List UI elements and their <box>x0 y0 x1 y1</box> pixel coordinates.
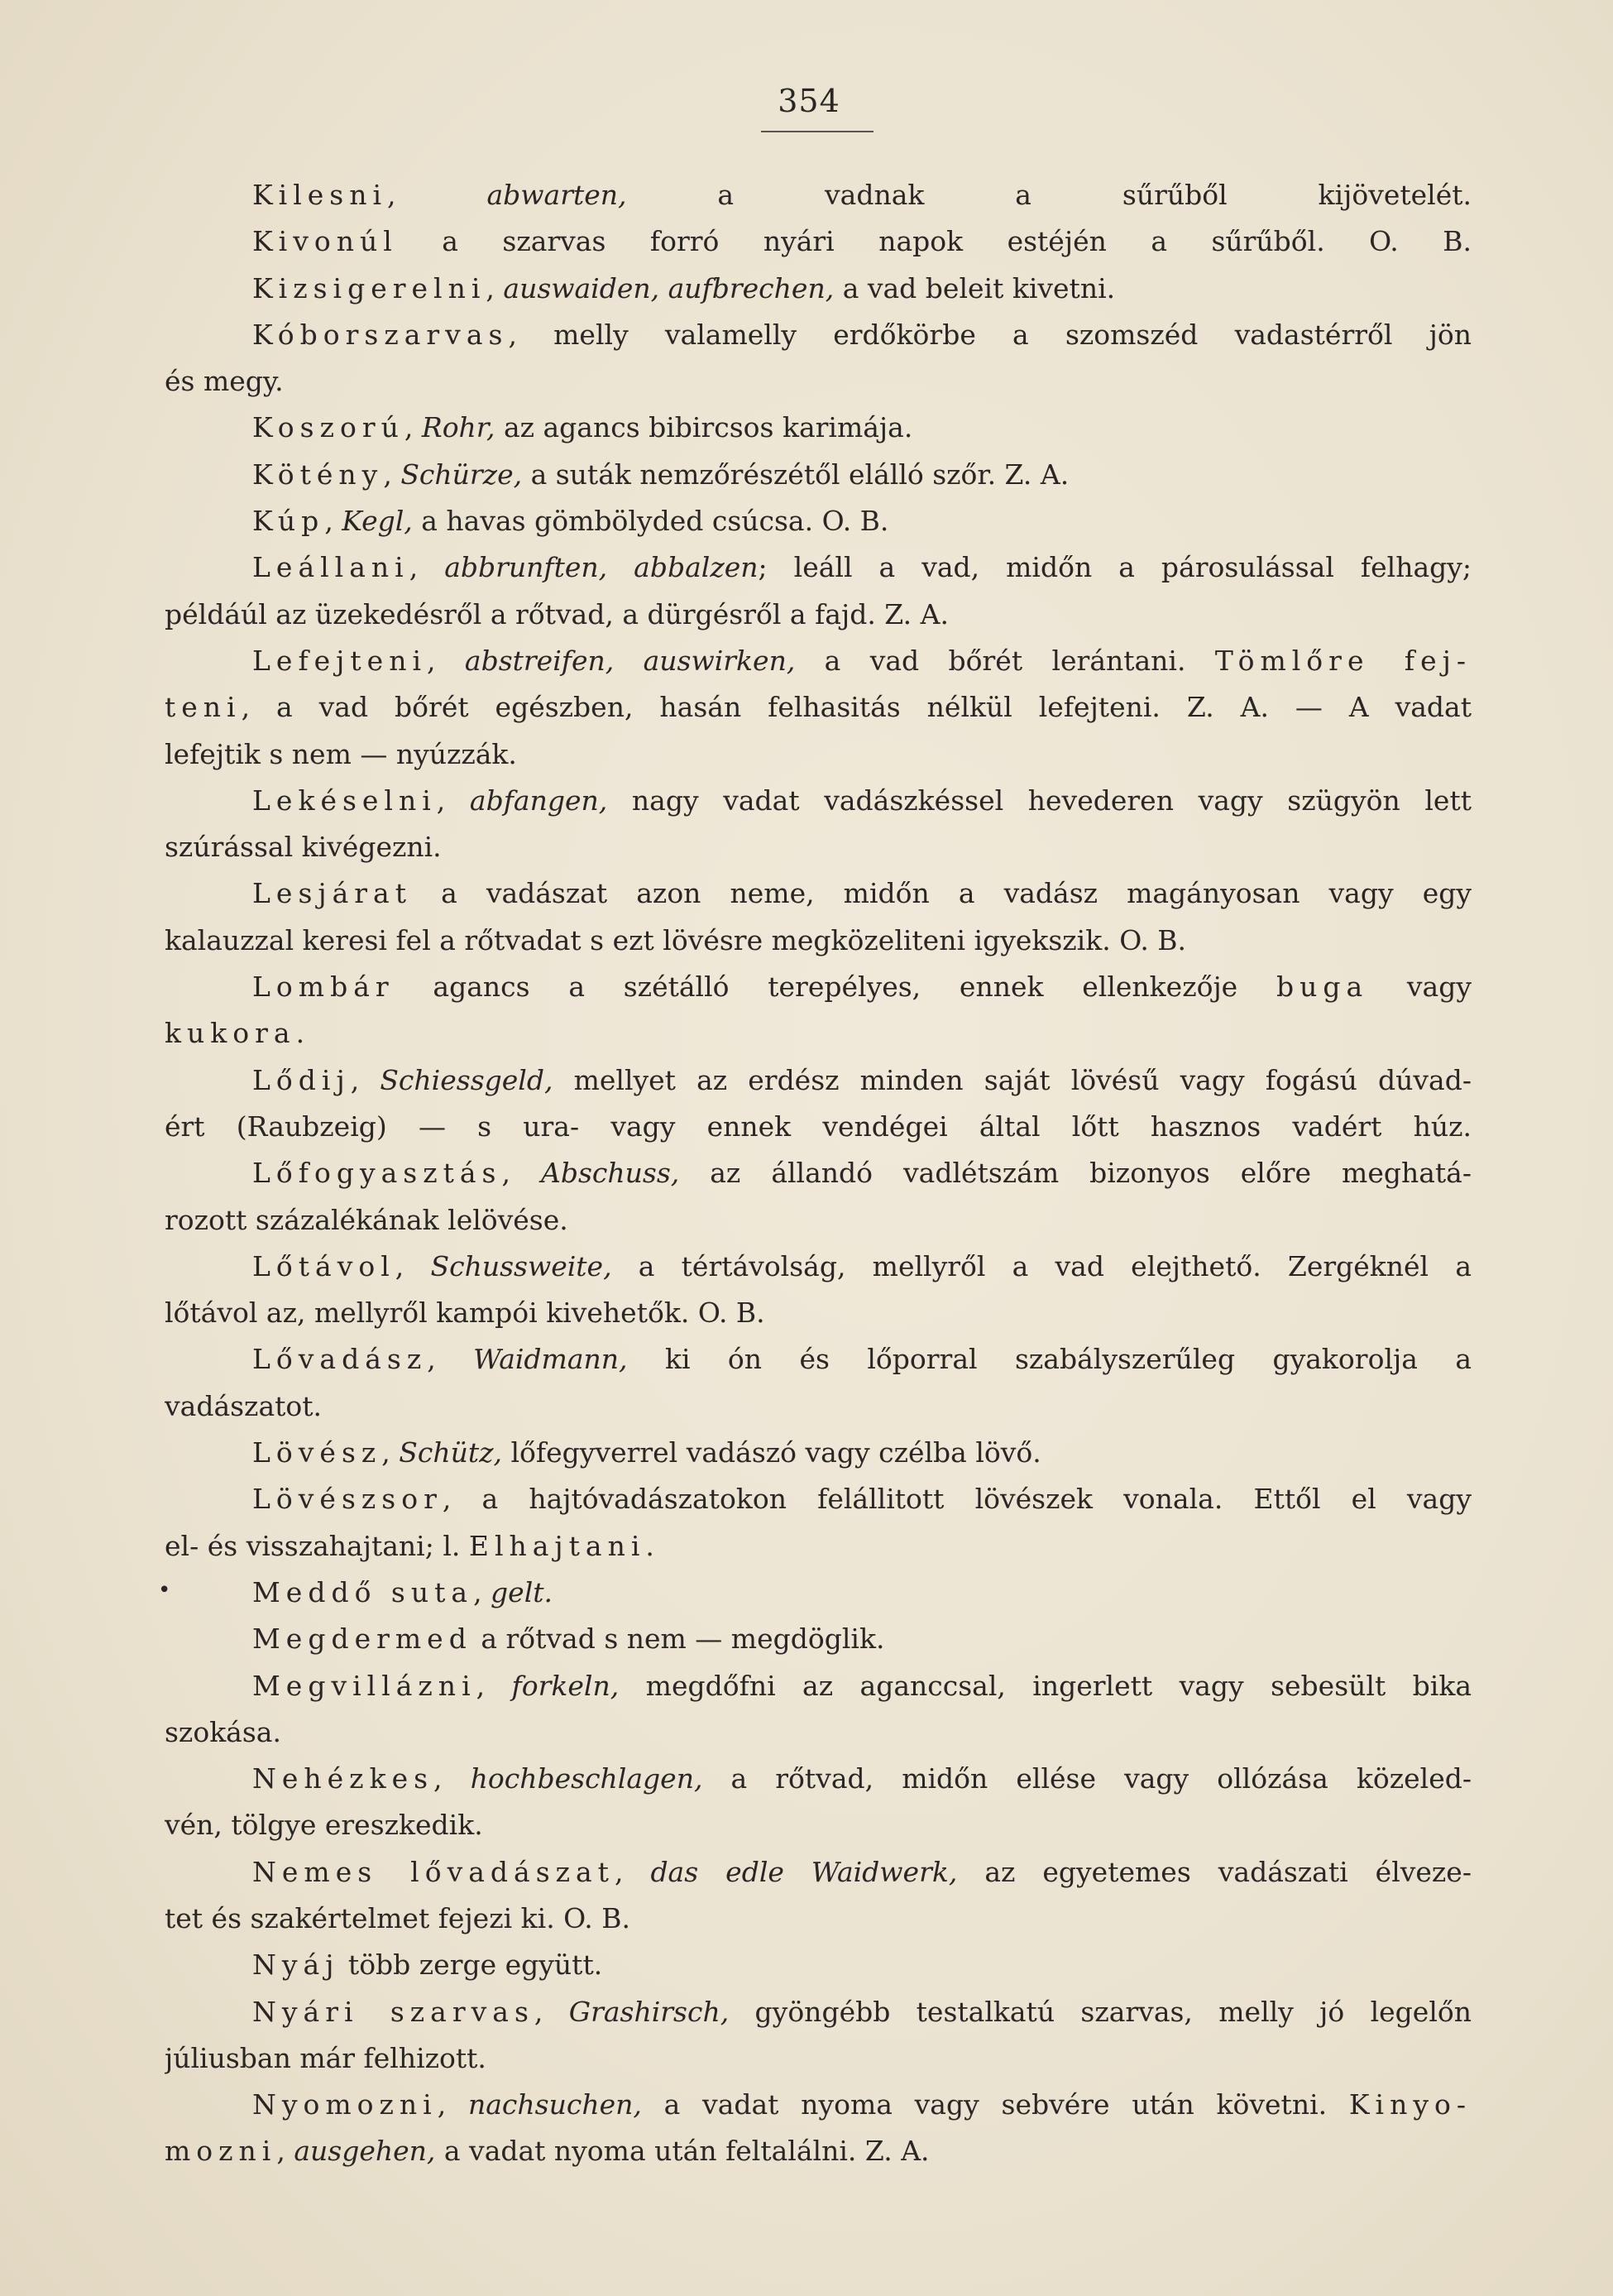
definition-text: a vad beleit kivetni. <box>834 271 1116 304</box>
text-line <box>165 918 1472 964</box>
definition-text: , <box>404 411 422 444</box>
german-term: forkeln, <box>511 1669 620 1702</box>
headword: Lőtávol <box>252 1249 395 1282</box>
definition-text: az egyetemes vadászati élveze- <box>957 1855 1472 1888</box>
definition-text: a vadat nyoma után feltalálni. Z. A. <box>435 2135 930 2168</box>
text-line <box>165 1802 1472 1848</box>
definition-text: a rőtvad s nem — megdöglik. <box>471 1623 885 1656</box>
german-term: nachsuchen, <box>468 2088 642 2121</box>
text-line <box>165 1244 1472 1290</box>
text-line <box>165 1663 1472 1709</box>
text-line <box>165 2128 1472 2174</box>
headword: Lombár <box>252 971 395 1004</box>
text-line <box>165 824 1472 870</box>
headword: Kóborszarvas <box>252 318 509 351</box>
definition-text: , <box>427 644 465 677</box>
headword: Kizsigerelni <box>252 271 486 304</box>
headword: Kinyo- <box>1348 2088 1472 2121</box>
definition-text: , <box>324 505 342 538</box>
text-line <box>165 1896 1472 1942</box>
definition-text: , <box>276 2135 294 2168</box>
margin-dot-mark: • <box>158 1578 171 1603</box>
headword: Nyáj <box>252 1948 340 1982</box>
definition-text: a rőtvad, midőn ellése vagy ollózása közeled- <box>702 1762 1472 1795</box>
german-term: abbrunften, abbalzen <box>444 551 759 584</box>
text-line <box>165 1756 1472 1802</box>
definition-text: , <box>381 1436 400 1469</box>
definition-text: , <box>486 271 504 304</box>
definition-text: , <box>427 1343 474 1376</box>
definition-text: megdőfni az aganccsal, ingerlett vagy sebesült bika <box>619 1669 1472 1702</box>
text-line <box>165 778 1472 824</box>
german-term: Abschuss, <box>541 1157 680 1190</box>
text-line <box>165 1430 1472 1476</box>
german-term: abstreifen, auswirken, <box>464 644 796 677</box>
definition-text: az agancs bibircsos karimája. <box>495 411 913 444</box>
definition-text: a vadászat azon neme, midőn a vadász magányosan vagy egy <box>412 877 1472 910</box>
headword: Lekéselni <box>252 784 437 817</box>
definition-text: , melly valamelly erdőkörbe a szomszéd vadastérről jön <box>508 318 1472 351</box>
text-line <box>165 172 1472 218</box>
text-line <box>165 1570 1472 1616</box>
definition-text: vadászatot. <box>165 1389 322 1422</box>
headword: Elhajtani <box>468 1529 646 1562</box>
definition-text: rozott százalékának lelövése. <box>165 1203 568 1236</box>
text-line <box>165 1989 1472 2035</box>
headword: Nehézkes <box>252 1762 434 1795</box>
headword: Nyomozni <box>252 2088 438 2121</box>
headword: Lövészsor <box>252 1483 443 1516</box>
definition-text: a vadat nyoma vagy sebvére után követni. <box>641 2088 1349 2121</box>
german-term: gelt. <box>491 1575 553 1608</box>
headword: Kivonúl <box>252 225 398 258</box>
text-line <box>165 1336 1472 1383</box>
definition-text: , <box>473 1575 491 1608</box>
definition-text: , <box>614 1855 651 1888</box>
headword: Leállani <box>252 551 409 584</box>
text-line <box>165 405 1472 451</box>
text-line <box>165 218 1472 265</box>
definition-text: a suták nemzőrészétől elálló szőr. Z. A. <box>522 458 1070 491</box>
text-line <box>165 964 1472 1010</box>
text-line <box>165 1197 1472 1244</box>
text-line <box>165 498 1472 544</box>
definition-text: lőtávol az, mellyről kampói kivehetők. O. B. <box>165 1297 765 1330</box>
definition-text: , <box>433 1762 471 1795</box>
german-term: Grashirsch, <box>568 1995 730 2028</box>
text-line <box>165 1383 1472 1430</box>
headword: Kilesni <box>252 179 388 211</box>
definition-text: ; leáll a vad, midőn a párosulással felhagy; <box>758 551 1472 584</box>
headword: Megdermed <box>252 1623 472 1656</box>
text-line <box>165 544 1472 591</box>
definition-text: szúrással kivégezni. <box>165 831 442 864</box>
glossary-entries <box>158 172 1472 2175</box>
text-line <box>165 1942 1472 1988</box>
text-line <box>165 1010 1472 1057</box>
headword: Nemes lővadászat <box>252 1855 615 1888</box>
definition-text: , <box>534 1995 569 2028</box>
definition-text: . <box>295 1017 305 1050</box>
definition-text: tet és szakértelmet fejezi ki. O. B. <box>165 1901 631 1934</box>
headword: Megvillázni <box>252 1669 476 1702</box>
definition-text: a havas gömbölyded csúcsa. O. B. <box>412 505 889 538</box>
definition-text: ki ón és lőporral szabályszerűleg gyakorolja a <box>627 1343 1472 1376</box>
definition-text: , a hajtóvadászatokon felállitott lövészek vonala. Ettől el vagy <box>442 1483 1472 1516</box>
german-term: abfangen, <box>469 784 608 817</box>
german-term: Schiessgeld, <box>380 1063 553 1096</box>
text-line <box>165 1523 1472 1570</box>
text-line <box>165 731 1472 778</box>
headword: Lőfogyasztás <box>252 1157 502 1190</box>
definition-text: el- és visszahajtani; l. <box>165 1529 469 1562</box>
definition-text: , <box>501 1157 541 1190</box>
german-term: Waidmann, <box>473 1343 628 1376</box>
headword: Lesjárat <box>252 877 412 910</box>
headword: Lővadász <box>252 1343 428 1376</box>
definition-text: ért (Raubzeig) — s ura- vagy ennek vendégei által lőtt hasznos vadért húz. <box>165 1110 1472 1143</box>
text-line <box>165 592 1472 638</box>
text-line <box>165 358 1472 405</box>
text-line <box>165 1290 1472 1336</box>
definition-text: több zerge együtt. <box>339 1948 603 1982</box>
definition-text: a szarvas forró nyári napok estéjén a sűrűből. O. B. <box>397 225 1472 258</box>
definition-text: nagy vadat vadászkéssel hevederen vagy szügyön lett <box>607 784 1472 817</box>
german-term: ausgehen, <box>294 2135 436 2168</box>
text-line <box>165 1709 1472 1756</box>
definition-text: agancs a szétálló terepélyes, ennek ellenkezője <box>394 971 1276 1004</box>
headword: Tömlőre fej- <box>1214 644 1472 677</box>
definition-text: az állandó vadlétszám bizonyos előre meghatá- <box>679 1157 1472 1190</box>
headword: Lövész <box>252 1436 382 1469</box>
definition-text: , <box>350 1063 381 1096</box>
german-term: Schürze, <box>400 458 523 491</box>
text-line <box>165 2035 1472 2082</box>
german-term: auswaiden, aufbrechen, <box>503 271 835 304</box>
definition-text: , <box>476 1669 512 1702</box>
german-term: Rohr, <box>421 411 495 444</box>
headword: kukora <box>165 1017 296 1050</box>
text-line <box>165 1476 1472 1522</box>
definition-text: mellyet az erdész minden saját lövésű vagy fogású dúvad- <box>553 1063 1472 1096</box>
definition-text: , <box>437 2088 468 2121</box>
text-line <box>165 684 1472 731</box>
definition-text: lefejtik s nem — nyúzzák. <box>165 737 517 770</box>
headword: teni <box>165 691 242 724</box>
headword: Meddő suta <box>252 1575 474 1608</box>
headword: mozni <box>165 2135 277 2168</box>
text-line <box>165 1057 1472 1104</box>
definition-text: , <box>409 551 445 584</box>
definition-text: júliusban már felhizott. <box>165 2041 486 2074</box>
german-term: Schütz, <box>399 1436 502 1469</box>
headword: Kötény <box>252 458 384 491</box>
definition-text: , <box>383 458 401 491</box>
page-number-rule <box>761 131 874 132</box>
headword: Nyári szarvas <box>252 1995 534 2028</box>
definition-text: vén, tölgye ereszkedik. <box>165 1809 483 1842</box>
definition-text: a tértávolság, mellyről a vad elejthető. Zergéknél a <box>611 1249 1472 1282</box>
text-line <box>165 2082 1472 2128</box>
definition-text: , <box>436 784 470 817</box>
definition-text: a vad bőrét lerántani. <box>795 644 1215 677</box>
definition-text: lőfegyverrel vadászó vagy czélba lövő. <box>502 1436 1041 1469</box>
definition-text: , <box>395 1249 431 1282</box>
definition-text: , <box>387 179 487 211</box>
text-line <box>165 452 1472 498</box>
german-term: das edle Waidwerk, <box>650 1855 958 1888</box>
definition-text: vagy <box>1368 971 1472 1004</box>
definition-text: szokása. <box>165 1715 281 1748</box>
text-line <box>165 1150 1472 1196</box>
text-line <box>165 1104 1472 1150</box>
text-line <box>165 1849 1472 1896</box>
text-line <box>165 870 1472 917</box>
german-term: abwarten, <box>486 179 627 211</box>
text-line <box>165 266 1472 312</box>
definition-text: kalauzzal keresi fel a rőtvadat s ezt lövésre megközeliteni igyekszik. O. B. <box>165 923 1187 956</box>
headword: Kúp <box>252 505 325 538</box>
definition-text: . <box>645 1529 654 1562</box>
definition-text: , a vad bőrét egészben, hasán felhasitás nélkül lefejteni. Z. A. — A vadat <box>241 691 1472 724</box>
text-line <box>165 1616 1472 1662</box>
text-line <box>165 638 1472 684</box>
headword: Koszorú <box>252 411 404 444</box>
headword: buga <box>1276 971 1369 1004</box>
definition-text: és megy. <box>165 365 284 398</box>
page-number: 354 <box>778 83 840 119</box>
headword: Lefejteni <box>252 644 428 677</box>
definition-text: gyöngébb testalkatú szarvas, melly jó legelőn <box>729 1995 1472 2028</box>
headword: Lődij <box>252 1063 351 1096</box>
definition-text: a vadnak a sűrűből kijövetelét. <box>626 179 1472 211</box>
german-term: hochbeschlagen, <box>470 1762 703 1795</box>
german-term: Kegl, <box>342 505 413 538</box>
text-line <box>165 312 1472 358</box>
definition-text: példáúl az üzekedésről a rőtvad, a dürgésről a fajd. Z. A. <box>165 597 949 630</box>
german-term: Schussweite, <box>430 1249 612 1282</box>
